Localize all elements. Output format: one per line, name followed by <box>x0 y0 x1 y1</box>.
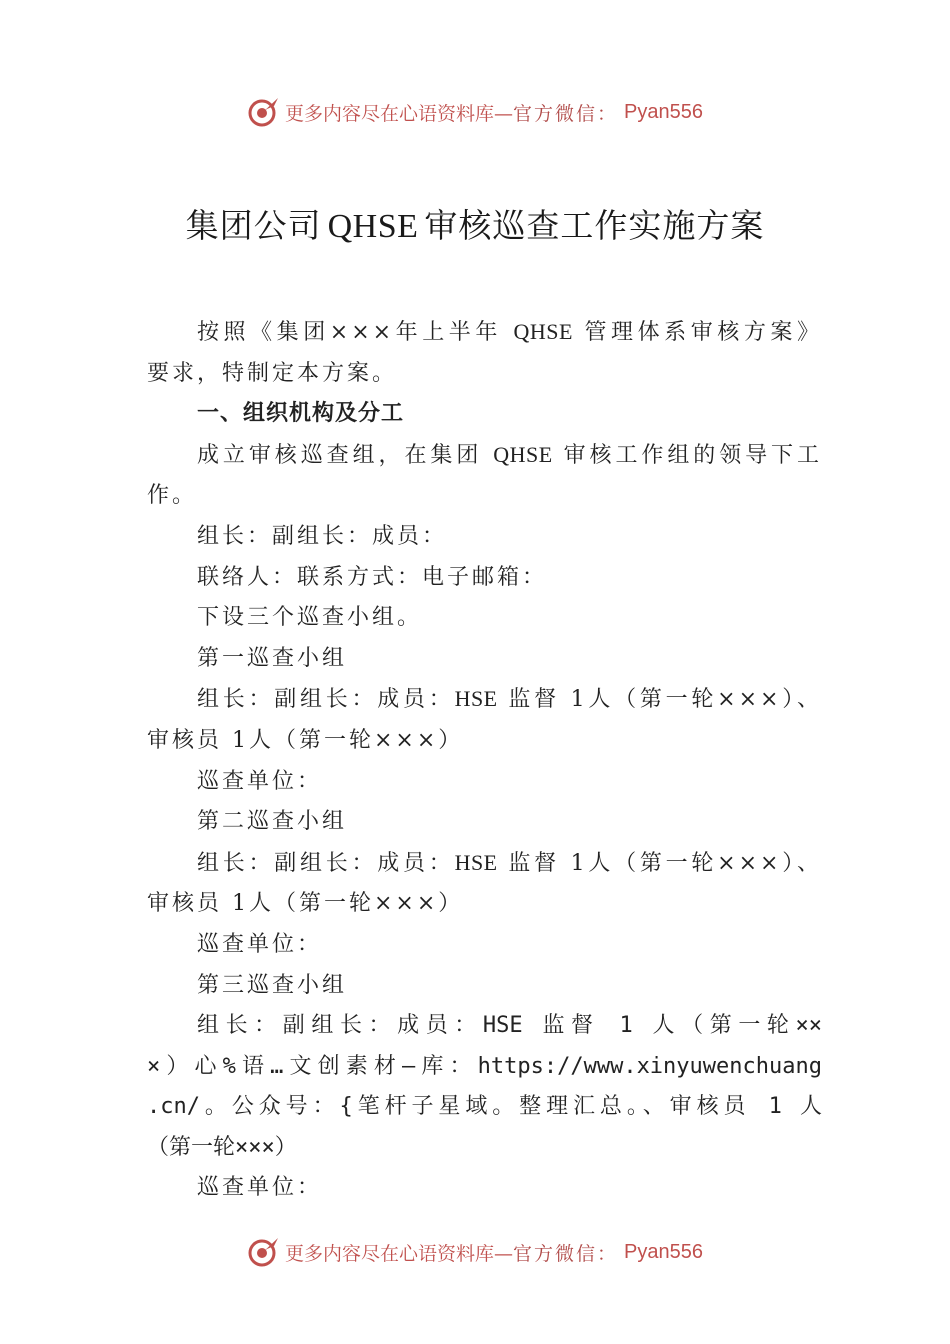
intro-text-b: 管理体系审核方案》 <box>584 320 822 345</box>
title-prefix: 集团公司 <box>185 206 322 245</box>
intro-text-a: 按照《集团×××年上半年 <box>197 320 502 345</box>
title-suffix: 审核巡查工作实施方案 <box>424 206 765 245</box>
section1-text-a: 成立审核巡查组，在集团 <box>197 442 483 468</box>
section1-latin: QHSE <box>493 441 553 467</box>
header-banner <box>0 92 950 132</box>
group1-members-latin: HSE <box>454 686 498 712</box>
group2-name: 第二巡查小组 <box>197 809 348 835</box>
banner-wechat-label: 官方微信： <box>513 102 619 125</box>
intro-line-1 <box>147 312 822 354</box>
group3-members-line-2: ×）心%语…文创素材—库：https://www.xinyuwenchuang <box>147 1053 822 1079</box>
group3-name: 第三巡查小组 <box>197 972 348 998</box>
section1-para-line-1 <box>147 435 822 477</box>
group2-members-b: 监督 1人（第一轮×××）、 <box>508 850 822 876</box>
document-title <box>0 200 950 247</box>
document-body <box>147 312 822 1209</box>
group1-units: 巡查单位： <box>197 768 323 794</box>
group1-members-b: 监督 1人（第一轮×××）、 <box>508 687 822 713</box>
group1-name: 第一巡查小组 <box>197 645 348 671</box>
group3-members-line-3: .cn/。公众号：{笔杆子星域。整理汇总。、审核员 1 人 <box>147 1094 822 1120</box>
group1-members-a: 组长：副组长：成员： <box>197 687 455 713</box>
title-latin: QHSE <box>327 208 419 245</box>
group3-members-line-4: （第一轮×××） <box>147 1134 297 1160</box>
banner-text: 更多内容尽在心语资料库— <box>285 1242 514 1265</box>
banner-wechat-id: Pyan556 <box>624 100 703 123</box>
groups-intro-line: 下设三个巡查小组。 <box>197 605 423 631</box>
intro-line-2: 要求，特制定本方案。 <box>147 360 398 386</box>
roles-line: 组长：副组长：成员： <box>197 523 448 549</box>
intro-latin: QHSE <box>513 319 573 344</box>
section1-para-line-2: 作。 <box>147 483 198 509</box>
group2-units: 巡查单位： <box>197 931 323 957</box>
group2-members-a: 组长：副组长：成员： <box>197 850 455 876</box>
group2-members-line-1 <box>147 843 822 885</box>
section-heading-1: 一、组织机构及分工 <box>197 401 405 427</box>
group3-units: 巡查单位： <box>197 1175 323 1201</box>
banner-wechat-label: 官方微信： <box>513 1242 619 1265</box>
group1-members-line-1 <box>147 679 822 721</box>
group2-members-latin: HSE <box>454 849 498 875</box>
banner-text: 更多内容尽在心语资料库— <box>285 102 514 125</box>
group2-members-line-2: 审核员 1人（第一轮×××） <box>147 891 464 917</box>
quill-logo-icon <box>247 95 281 129</box>
banner-wechat-id: Pyan556 <box>624 1240 703 1263</box>
footer-banner <box>0 1232 950 1272</box>
section1-text-b: 审核工作组的领导下工 <box>563 442 822 468</box>
group1-members-line-2: 审核员 1人（第一轮×××） <box>147 727 464 753</box>
contact-line: 联络人：联系方式：电子邮箱： <box>197 564 548 590</box>
quill-logo-icon <box>247 1235 281 1269</box>
group3-members-line-1: 组长：副组长：成员：HSE 监督 1 人（第一轮×× <box>197 1013 822 1039</box>
